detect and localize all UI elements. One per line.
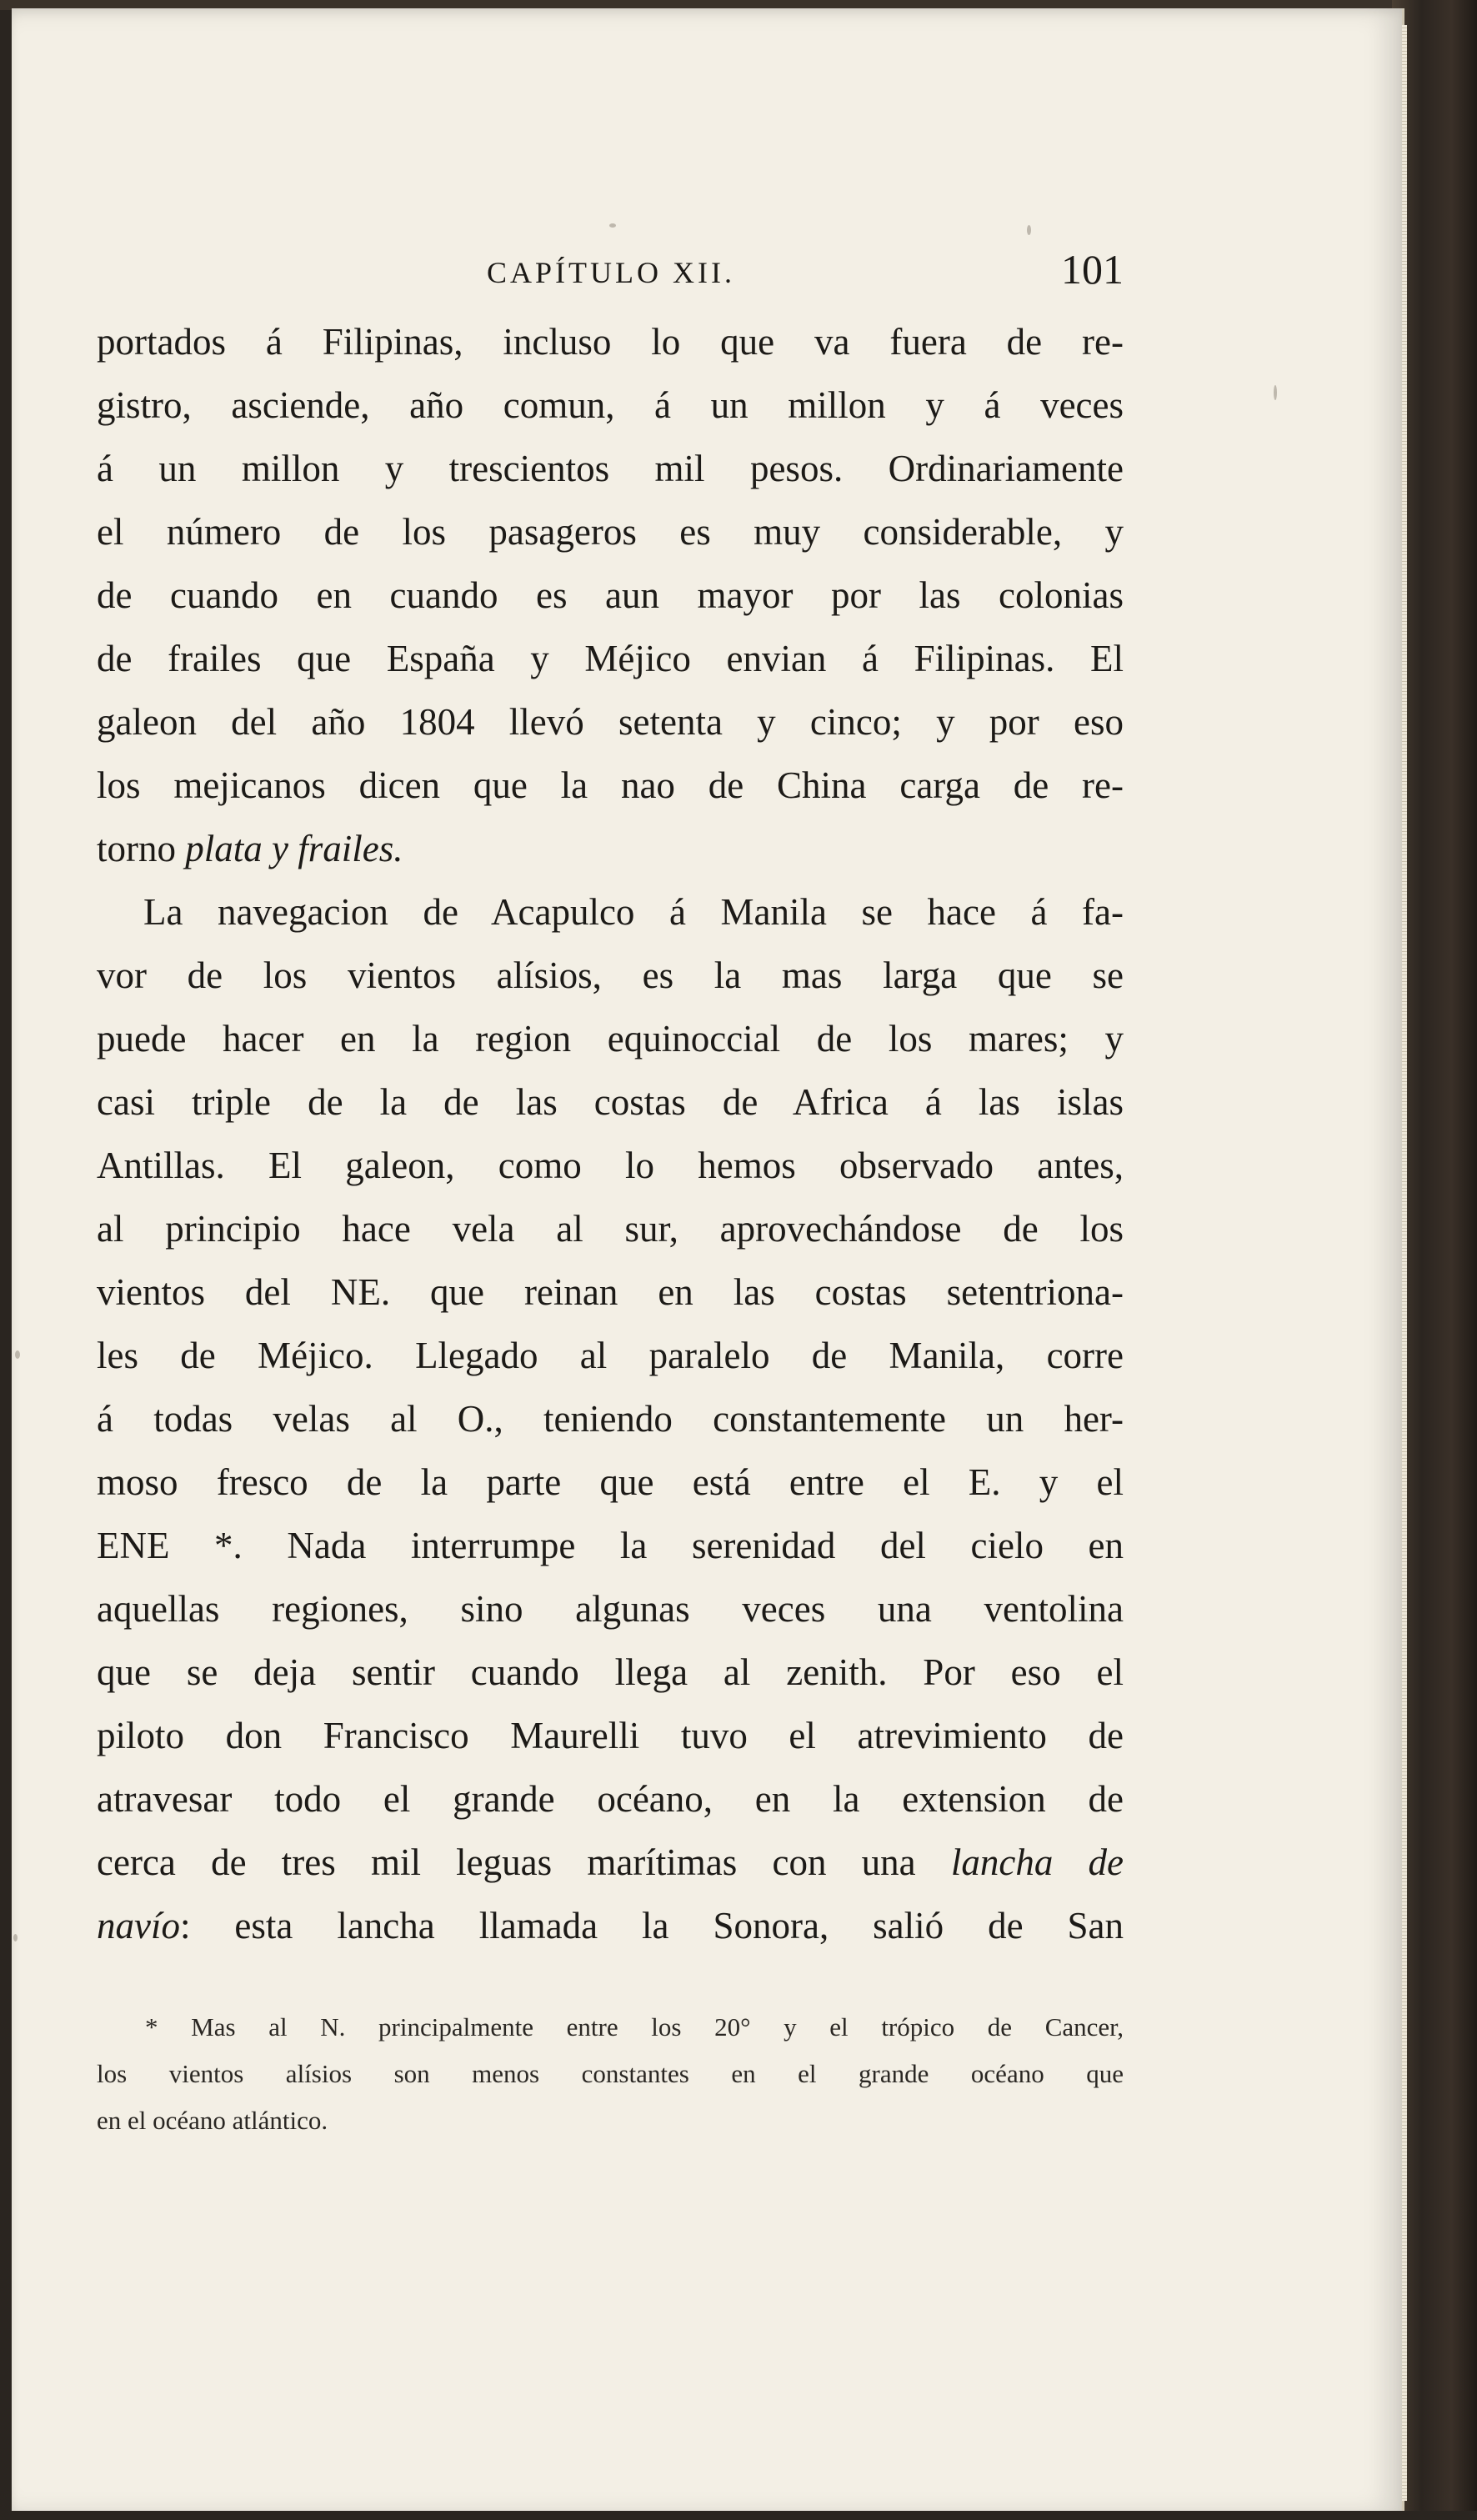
scan-bottom-edge: [0, 2511, 1477, 2520]
page-number: 101: [1061, 246, 1124, 293]
text-line: gistro, asciende, año comun, á un millon y á veces: [97, 384, 1124, 426]
footnote: [97, 2004, 1124, 2144]
running-head: CAPÍTULO XII.: [487, 256, 735, 289]
paper-speck: [609, 223, 616, 228]
text-line: casi triple de la de las costas de Africa á las islas: [97, 1081, 1124, 1123]
text-line: piloto don Francisco Maurelli tuvo el atrevimiento de: [97, 1715, 1124, 1756]
paper-speck: [15, 1350, 20, 1359]
text-line: moso fresco de la parte que está entre el E. y el: [97, 1461, 1124, 1503]
text-line: galeon del año 1804 llevó setenta y cinco; y por eso: [97, 701, 1124, 743]
text-line: ENE *. Nada interrumpe la serenidad del cielo en: [97, 1525, 1124, 1566]
text-line: cerca de tres mil leguas marítimas con una lancha de: [97, 1841, 1124, 1883]
page-edges: [1402, 25, 1407, 2501]
footnote-line: en el océano atlántico.: [97, 2106, 328, 2135]
body-text: [97, 310, 1124, 1957]
text-line: de frailes que España y Méjico envian á Filipinas. El: [97, 638, 1124, 679]
paper-speck: [1274, 385, 1277, 400]
paragraph-first-line: La navegacion de Acapulco á Manila se hace á fa-: [143, 891, 1124, 933]
footnote-line: los vientos alísios son menos constantes en el grande océano que: [97, 2059, 1124, 2088]
text-line: vientos del NE. que reinan en las costas setentriona-: [97, 1271, 1124, 1313]
text-line: á todas velas al O., teniendo constantemente un her-: [97, 1398, 1124, 1440]
text-line: puede hacer en la region equinoccial de los mares; y: [97, 1018, 1124, 1060]
paper-speck: [13, 1934, 18, 1941]
text-line: de cuando en cuando es aun mayor por las colonias: [97, 574, 1124, 616]
italic-phrase: plata y frailes.: [185, 828, 403, 869]
paper-speck: [1027, 225, 1031, 235]
footnote-line: * Mas al N. principalmente entre los 20° y el trópico de Cancer,: [145, 2012, 1124, 2042]
text-line: portados á Filipinas, incluso lo que va fuera de re-: [97, 321, 1124, 363]
text-line: que se deja sentir cuando llega al zenith. Por eso el: [97, 1651, 1124, 1693]
italic-phrase: lancha de: [950, 1841, 1124, 1883]
text-line: á un millon y trescientos mil pesos. Ordinariamente: [97, 448, 1124, 489]
text-line: les de Méjico. Llegado al paralelo de Manila, corre: [97, 1335, 1124, 1376]
text-line: Antillas. El galeon, como lo hemos observado antes,: [97, 1145, 1124, 1186]
page-header: [98, 247, 1124, 313]
text-line: atravesar todo el grande océano, en la extension de: [97, 1778, 1124, 1820]
text-line: navío: esta lancha llamada la Sonora, salió de San: [97, 1905, 1124, 1946]
text-line: vor de los vientos alísios, es la mas larga que se: [97, 954, 1124, 996]
text-line: el número de los pasageros es muy considerable, y: [97, 511, 1124, 553]
text-line: los mejicanos dicen que la nao de China carga de re-: [97, 764, 1124, 806]
text-line: al principio hace vela al sur, aprovechándose de los: [97, 1208, 1124, 1250]
text-line: aquellas regiones, sino algunas veces una ventolina: [97, 1588, 1124, 1630]
text-line: torno plata y frailes.: [97, 828, 403, 869]
italic-phrase: navío: [97, 1905, 180, 1946]
